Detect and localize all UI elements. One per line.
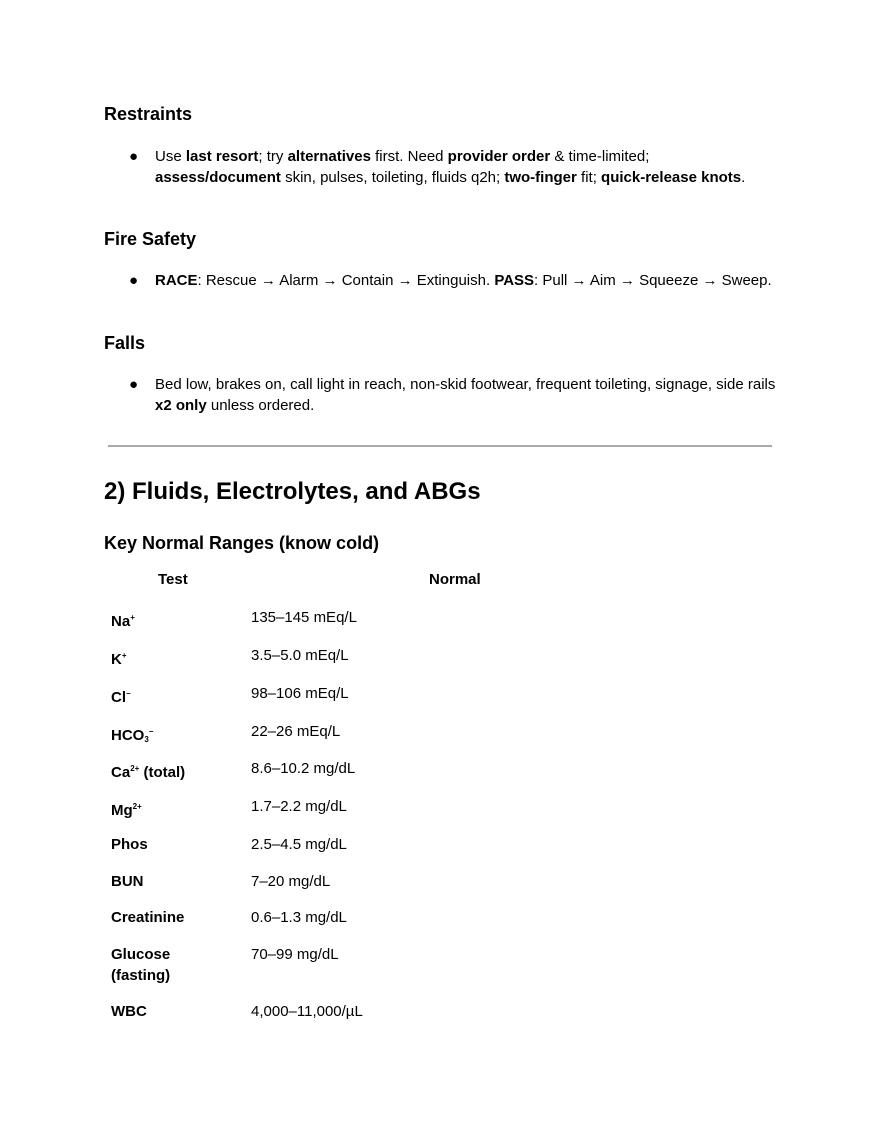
superscript: − <box>126 689 131 698</box>
test-name-text: Na <box>111 613 131 630</box>
test-name-text: K <box>111 651 122 668</box>
test-name <box>111 721 231 750</box>
test-name-text: WBC <box>111 1003 147 1020</box>
superscript: + <box>121 651 127 660</box>
normal-range-value: 1.7–2.2 mg/dL <box>251 798 347 815</box>
test-name-text: Cl <box>111 689 126 706</box>
section-title: 2) Fluids, Electrolytes, and ABGs <box>104 478 481 505</box>
test-name-text: Mg <box>111 802 133 819</box>
falls-heading: Falls <box>104 333 146 353</box>
table-header-test: Test <box>158 571 188 588</box>
superscript: 2+ <box>132 802 142 811</box>
test-name <box>111 607 231 632</box>
normal-range-value: 98–106 mEq/L <box>251 685 349 702</box>
test-name <box>111 796 231 821</box>
normal-range-value: 2.5–4.5 mg/dL <box>251 836 347 853</box>
horizontal-divider <box>108 445 772 447</box>
fire-safety-heading: Fire Safety <box>104 229 197 249</box>
test-name <box>111 1001 231 1022</box>
falls-text: Bed low, brakes on, call light in reach, non‑skid footwear, frequent toileting, signage, side rails x2 only unless ordered. <box>155 376 776 414</box>
test-name <box>111 944 231 986</box>
test-name-suffix: (total) <box>139 764 186 781</box>
subscript: 3 <box>144 735 149 744</box>
normal-range-value: 135–145 mEq/L <box>251 609 357 626</box>
test-name <box>111 758 231 783</box>
test-name <box>111 834 231 855</box>
normal-range-value: 4,000–11,000/µL <box>251 1003 363 1020</box>
normal-range-value: 7–20 mg/dL <box>251 873 331 890</box>
test-name-text: Glucose (fasting) <box>111 946 171 984</box>
superscript: − <box>148 727 154 736</box>
bullet-dot: ● <box>129 148 139 165</box>
normal-range-value: 3.5–5.0 mEq/L <box>251 647 349 664</box>
test-name <box>111 645 231 670</box>
fire-safety-text: RACE: Rescue → Alarm → Contain → Extinguish. PASS: Pull → Aim → Squeeze → Sweep. <box>155 272 772 289</box>
normal-range-value: 8.6–10.2 mg/dL <box>251 760 356 777</box>
normal-range-value: 22–26 mEq/L <box>251 723 341 740</box>
superscript: + <box>130 613 135 622</box>
test-name-text: BUN <box>111 873 144 890</box>
test-name-text: Ca <box>111 764 131 781</box>
normal-range-value: 0.6–1.3 mg/dL <box>251 909 347 926</box>
bullet-dot: ● <box>129 376 139 393</box>
normal-range-value: 70–99 mg/dL <box>251 946 339 963</box>
superscript: 2+ <box>130 764 140 773</box>
restraints-heading: Restraints <box>104 104 193 124</box>
bullet-dot: ● <box>129 272 139 289</box>
test-name <box>111 907 231 928</box>
test-name-text: HCO <box>111 727 145 744</box>
test-name <box>111 683 231 708</box>
test-name-text: Creatinine <box>111 909 185 926</box>
restraints-text: Use last resort; try alternatives first. Need provider order & time‑limited; assess/document skin, pulses, toileting, fluids q2h; two‑finger fit; quick‑release knots. <box>155 148 746 186</box>
section-subheading: Key Normal Ranges (know cold) <box>104 533 380 553</box>
test-name-text: Phos <box>111 836 148 853</box>
table-header-normal: Normal <box>429 571 481 588</box>
test-name <box>111 871 231 892</box>
